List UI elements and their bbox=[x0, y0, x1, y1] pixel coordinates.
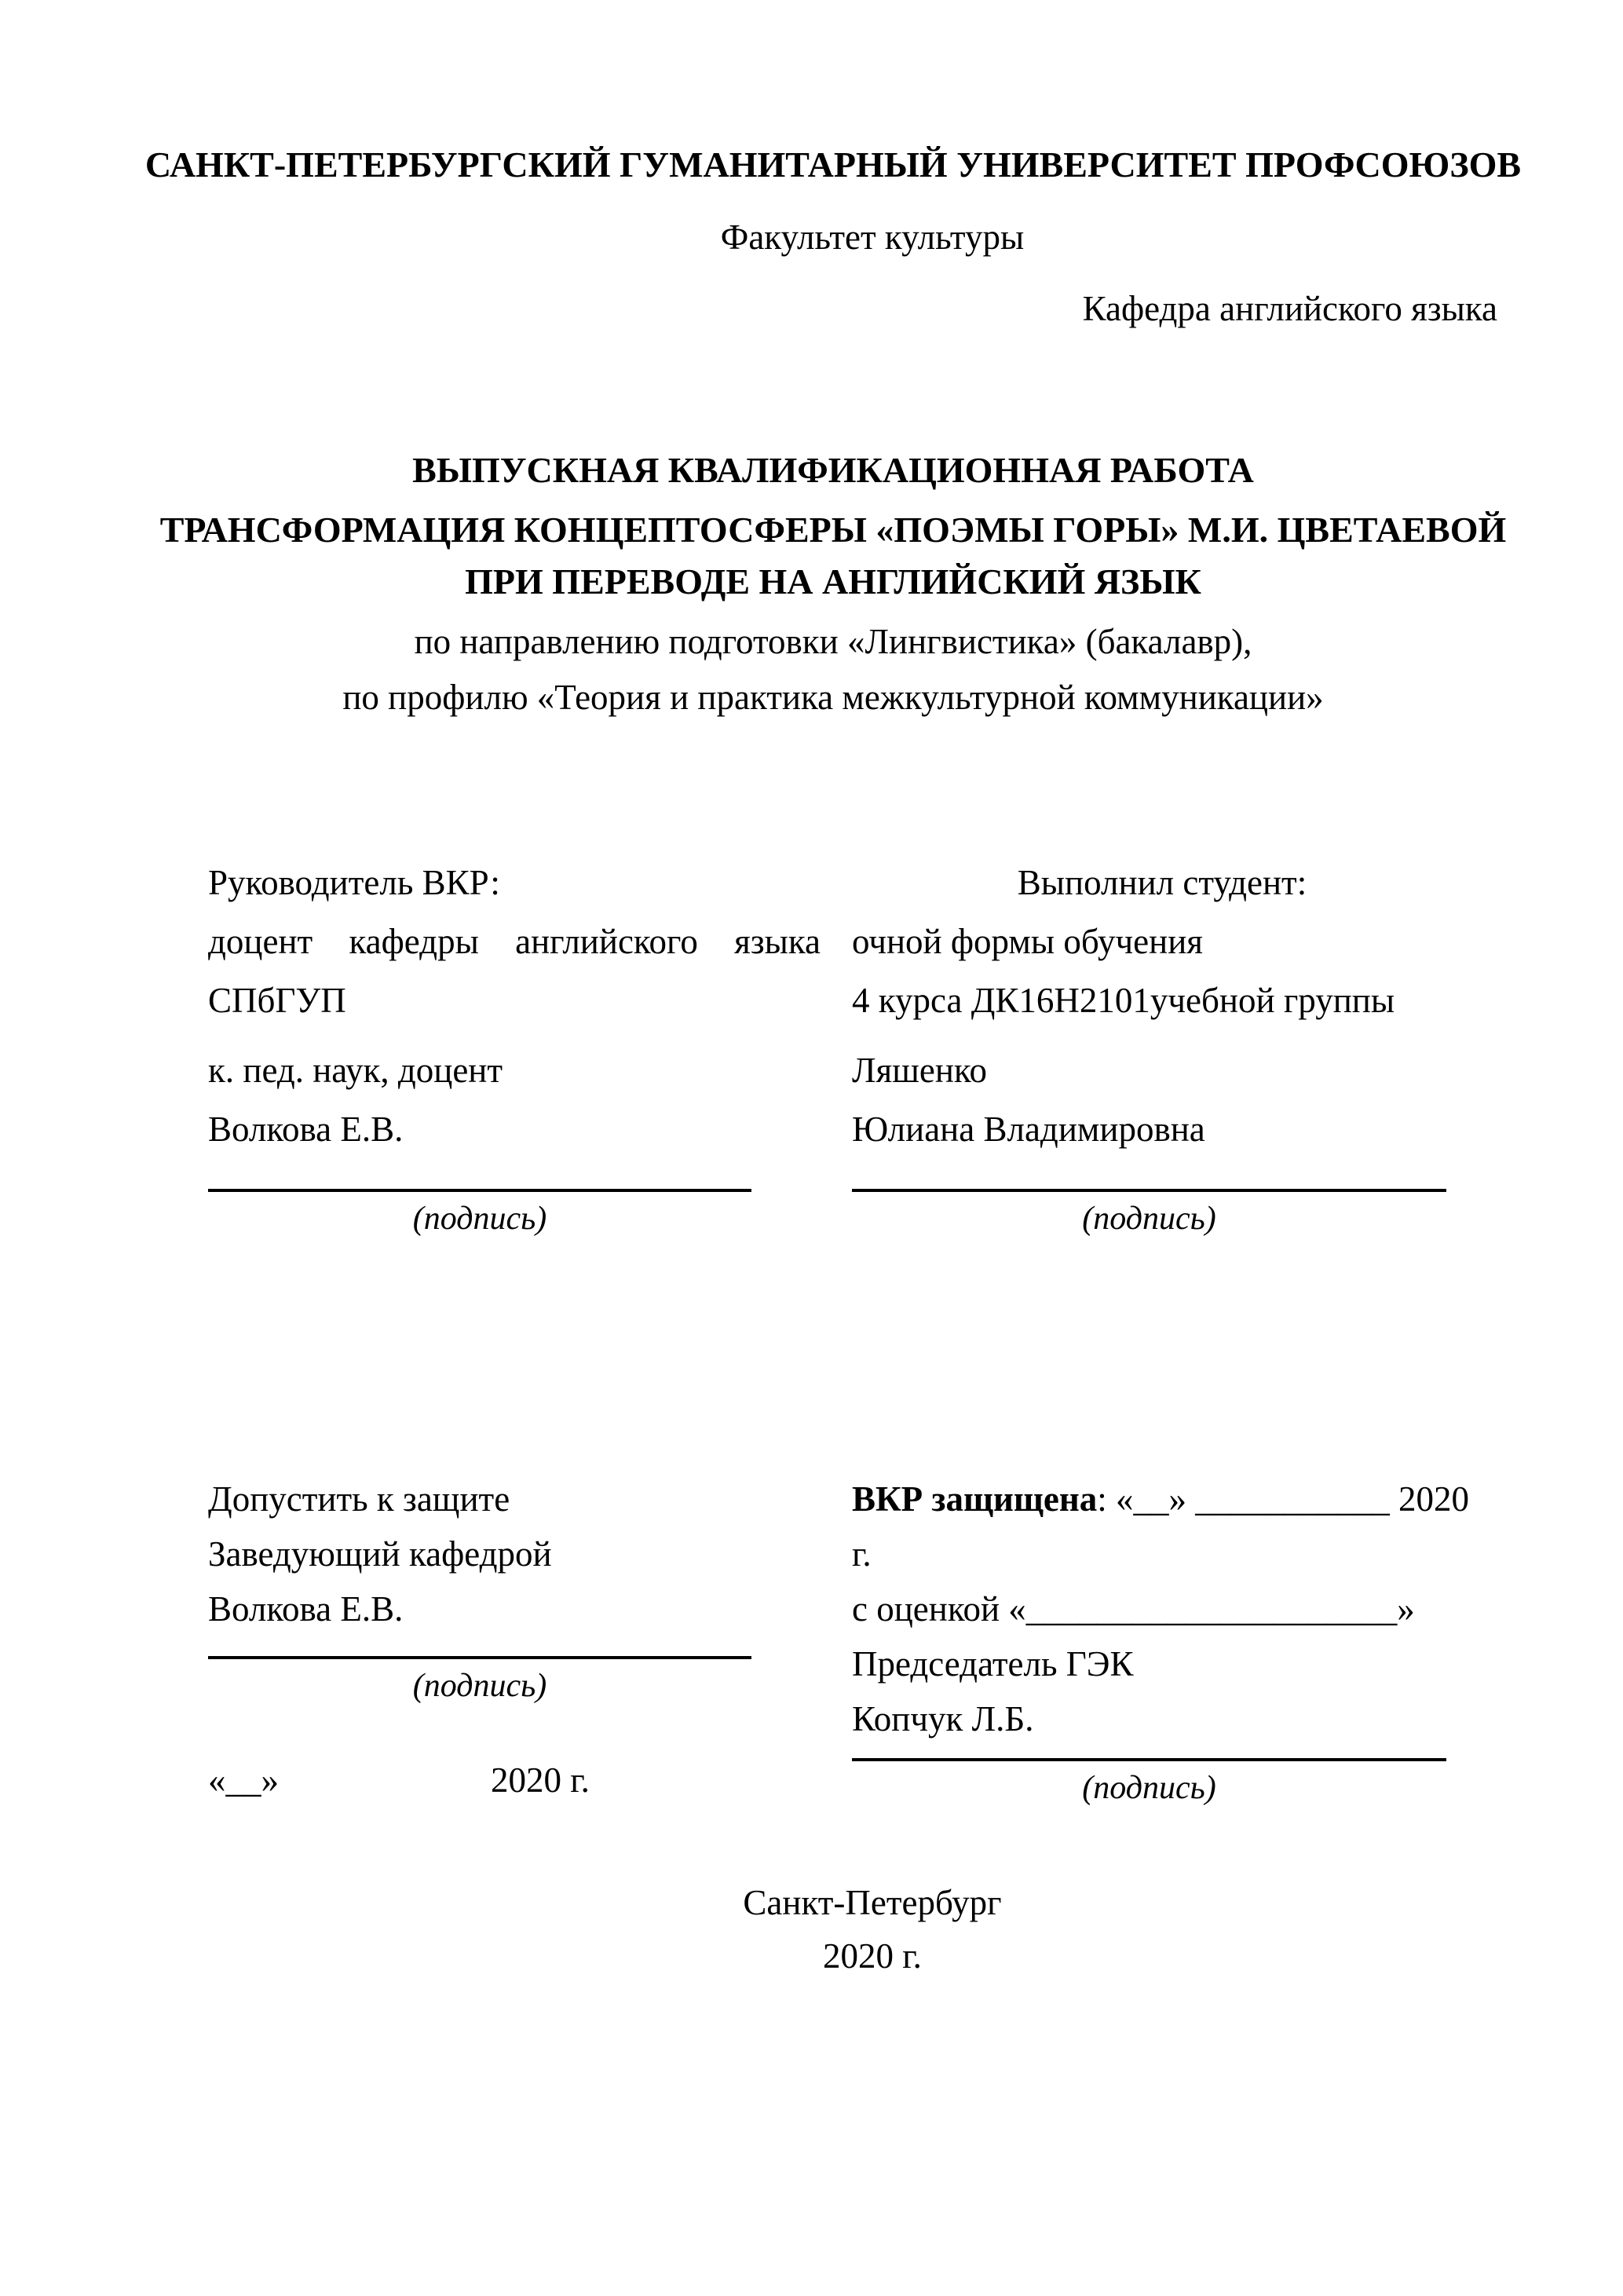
work-type-heading: ВЫПУСКНАЯ КВАЛИФИКАЦИОННАЯ РАБОТА bbox=[412, 450, 1254, 490]
university-name: САНКТ-ПЕТЕРБУРГСКИЙ ГУМАНИТАРНЫЙ УНИВЕРСИТЕТ ПРОФСОЮЗОВ bbox=[144, 144, 1522, 185]
supervisor-signature-line bbox=[208, 1189, 751, 1192]
department-name: Кафедра английского языка bbox=[1082, 289, 1497, 328]
defense-date-line bbox=[852, 1472, 1472, 1581]
defense-chairman-title: Председатель ГЭК bbox=[852, 1644, 1134, 1684]
signatures-section bbox=[208, 854, 1472, 1244]
footer bbox=[208, 1876, 1537, 1983]
admission-date-year: 2020 г. bbox=[491, 1760, 590, 1800]
supervisor-heading: Руководитель ВКР: bbox=[208, 863, 500, 902]
footer-year: 2020 г. bbox=[823, 1936, 922, 1976]
defense-signature-line bbox=[852, 1758, 1446, 1761]
student-study-form: очной формы обучения bbox=[852, 922, 1203, 961]
admission-head-name: Волкова Е.В. bbox=[208, 1589, 404, 1629]
student-heading: Выполнил студент: bbox=[1017, 863, 1307, 902]
student-group: 4 курса ДК16Н2101учебной группы bbox=[852, 981, 1395, 1020]
admission-date-row bbox=[208, 1753, 821, 1808]
admission-date-quote: «__» bbox=[208, 1760, 279, 1800]
defense-grade-line: с оценкой «_____________________» bbox=[852, 1589, 1415, 1629]
defense-date-blank: : «__» ___________ 2020 г. bbox=[852, 1479, 1470, 1574]
supervisor-degree: к. пед. наук, доцент bbox=[208, 1051, 503, 1090]
supervisor-signature-caption: (подпись) bbox=[412, 1201, 547, 1237]
defense-block bbox=[852, 1472, 1472, 1813]
faculty-name: Факультет культуры bbox=[720, 218, 1025, 257]
thesis-title: ТРАНСФОРМАЦИЯ КОНЦЕПТОСФЕРЫ «ПОЭМЫ ГОРЫ» М.И. ЦВЕТАЕВОЙ ПРИ ПЕРЕВОДЕ НА АНГЛИЙСКИЙ ЯЗЫК bbox=[159, 510, 1507, 601]
study-direction-line: по направлению подготовки «Лингвистика» (бакалавр), bbox=[414, 622, 1252, 661]
defense-chairman-name: Копчук Л.Б. bbox=[852, 1699, 1034, 1738]
admission-signature-caption: (подпись) bbox=[412, 1668, 547, 1704]
student-block bbox=[852, 854, 1472, 1244]
student-name: Юлиана Владимировна bbox=[852, 1110, 1205, 1149]
defense-signature-caption: (подпись) bbox=[1082, 1770, 1216, 1806]
supervisor-name: Волкова Е.В. bbox=[208, 1110, 404, 1149]
supervisor-position: доцент кафедры английского языка СПбГУП bbox=[208, 922, 821, 1020]
admission-line-1: Допустить к защите bbox=[208, 1479, 510, 1519]
study-profile-line: по профилю «Теория и практика межкультурной коммуникации» bbox=[342, 678, 1324, 717]
student-signature-line bbox=[852, 1189, 1446, 1192]
student-surname: Ляшенко bbox=[852, 1051, 988, 1090]
admission-block bbox=[208, 1472, 821, 1813]
admission-signature-line bbox=[208, 1656, 751, 1659]
supervisor-block bbox=[208, 854, 821, 1244]
student-signature-caption: (подпись) bbox=[1082, 1201, 1216, 1237]
admission-line-2: Заведующий кафедрой bbox=[208, 1534, 552, 1574]
approval-section bbox=[208, 1472, 1472, 1813]
footer-city: Санкт-Петербург bbox=[743, 1883, 1002, 1922]
defense-label: ВКР защищена bbox=[852, 1479, 1098, 1519]
